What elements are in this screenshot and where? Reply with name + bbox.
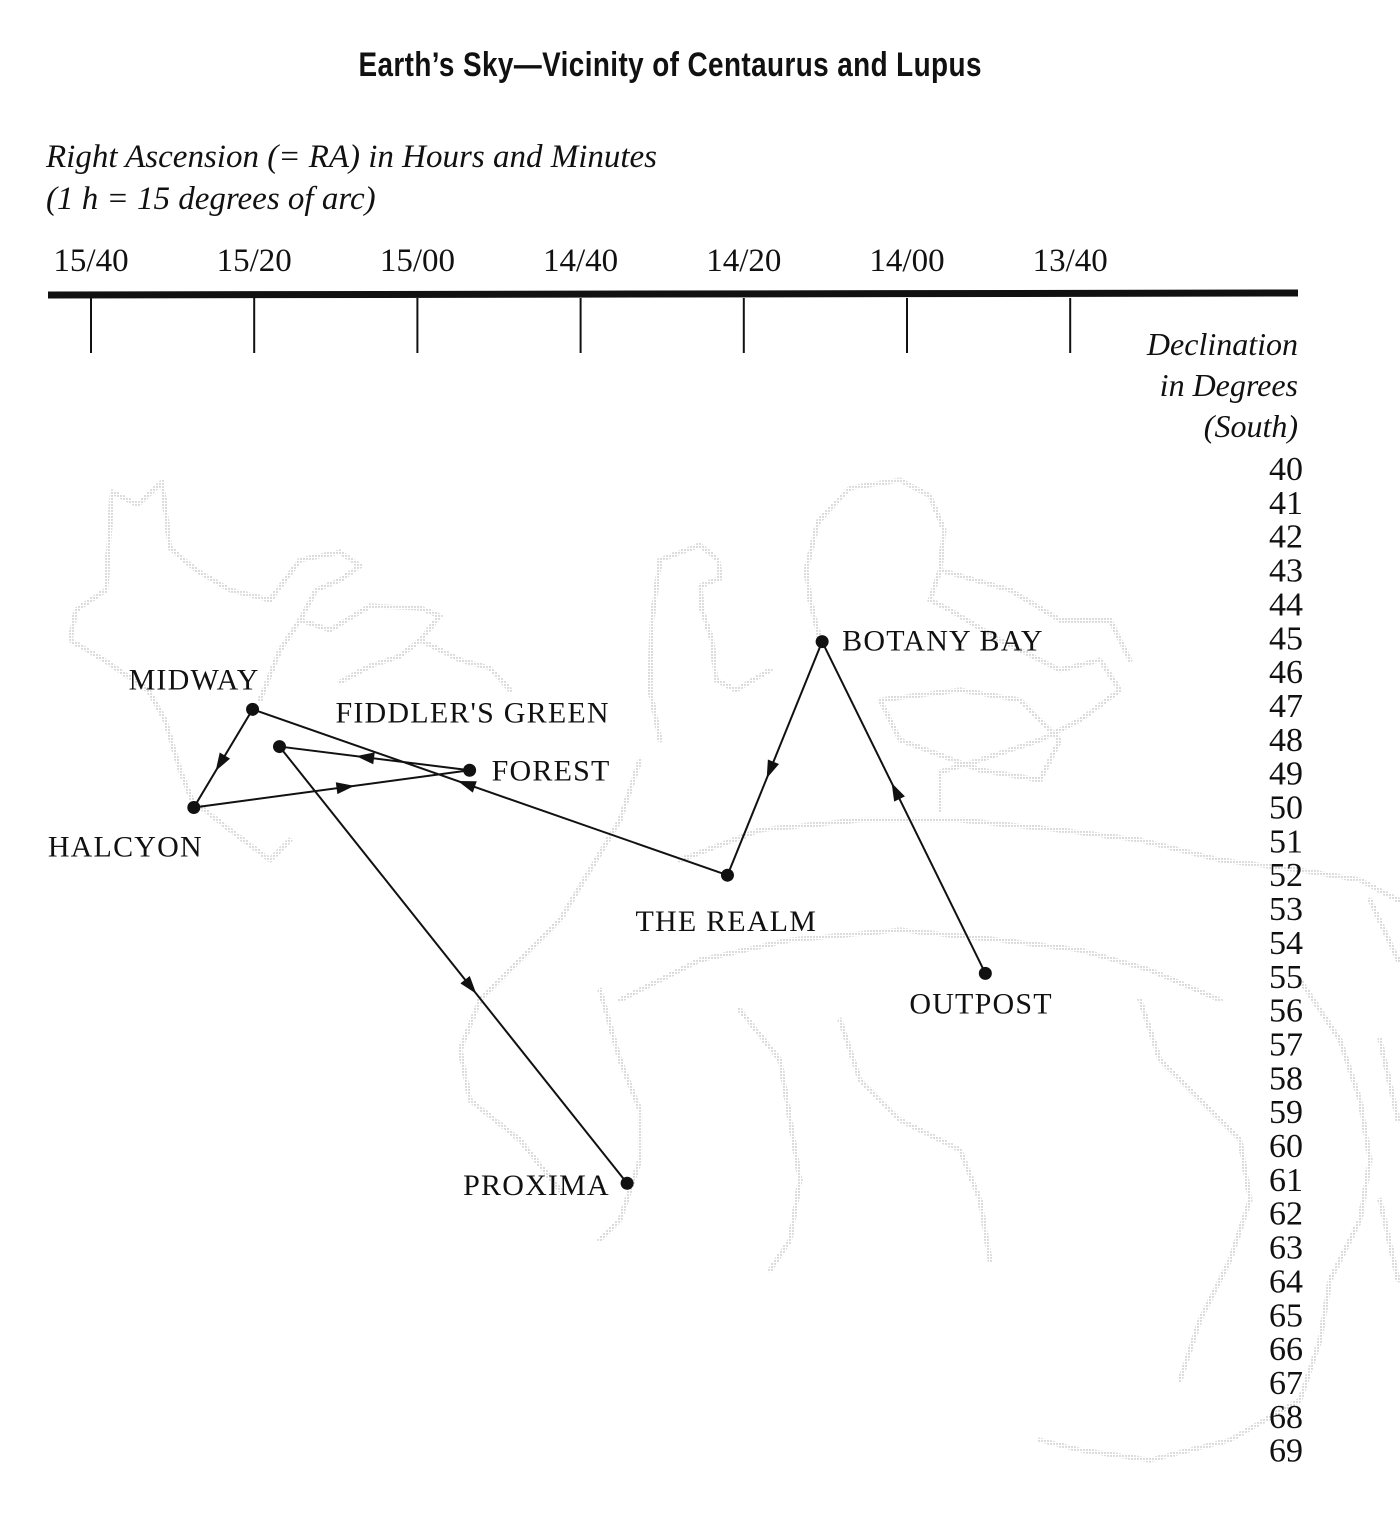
dec-tick-label: 54 xyxy=(1269,924,1303,962)
dec-axis xyxy=(1269,451,1303,1470)
point-label-forest: FOREST xyxy=(491,754,611,788)
dec-tick-label: 62 xyxy=(1269,1195,1303,1233)
point-label-proxima: PROXIMA xyxy=(463,1169,610,1203)
dec-tick-label: 63 xyxy=(1269,1229,1303,1267)
point-label-midway: MIDWAY xyxy=(128,663,260,697)
dec-tick-label: 51 xyxy=(1269,823,1303,861)
ra-tick-label: 14/00 xyxy=(869,243,945,279)
ra-tick-label: 15/40 xyxy=(53,243,129,279)
dec-tick-label: 55 xyxy=(1269,958,1303,996)
point-midway xyxy=(246,703,259,716)
ra-tick-label: 14/40 xyxy=(543,243,619,279)
point-fiddler-s-green xyxy=(273,740,286,753)
dec-axis-label-line2: in Degrees xyxy=(1159,367,1298,403)
route-segment xyxy=(727,642,822,876)
route-segment xyxy=(194,770,470,807)
route-arrow-icon xyxy=(892,783,905,802)
point-label-botany-bay: BOTANY BAY xyxy=(842,624,1044,658)
dec-tick-label: 50 xyxy=(1269,789,1303,827)
dec-tick-label: 66 xyxy=(1269,1331,1303,1369)
dec-tick-label: 45 xyxy=(1269,620,1303,658)
dec-tick-label: 53 xyxy=(1269,891,1303,929)
point-label-halcyon: HALCYON xyxy=(47,830,203,864)
dec-tick-label: 49 xyxy=(1269,755,1303,793)
point-botany-bay xyxy=(816,635,829,648)
dec-tick-label: 68 xyxy=(1269,1398,1303,1436)
route-arrow-icon xyxy=(336,782,355,794)
dec-tick-label: 59 xyxy=(1269,1094,1303,1132)
ra-tick-label: 14/20 xyxy=(706,243,782,279)
ra-axis-line xyxy=(48,293,1298,295)
route-segment xyxy=(253,709,728,875)
dec-tick-label: 52 xyxy=(1269,857,1303,895)
dec-axis-label-line1: Declination xyxy=(1146,326,1298,362)
dec-tick-label: 67 xyxy=(1269,1364,1303,1402)
dec-tick-label: 60 xyxy=(1269,1128,1303,1165)
dec-tick-label: 41 xyxy=(1269,484,1303,522)
point-label-outpost: OUTPOST xyxy=(909,987,1053,1021)
dec-tick-label: 61 xyxy=(1269,1161,1303,1199)
dec-tick-label: 47 xyxy=(1269,687,1303,725)
dec-tick-label: 65 xyxy=(1269,1297,1303,1335)
ra-tick-label: 13/40 xyxy=(1032,243,1108,279)
dec-tick-label: 56 xyxy=(1269,992,1303,1030)
route-arrow-icon xyxy=(216,753,230,772)
dec-tick-label: 69 xyxy=(1269,1432,1303,1470)
dec-tick-label: 57 xyxy=(1269,1026,1303,1064)
point-proxima xyxy=(621,1177,634,1190)
points xyxy=(48,625,1053,1203)
route-arrow-icon xyxy=(356,752,375,764)
route-arrow-icon xyxy=(767,760,779,779)
ra-axis xyxy=(48,243,1298,353)
dec-axis-label-line3: (South) xyxy=(1203,408,1298,444)
route-arrow-icon xyxy=(458,781,477,793)
point-halcyon xyxy=(187,801,200,814)
dec-tick-label: 43 xyxy=(1269,552,1303,590)
dec-tick-label: 48 xyxy=(1269,721,1303,759)
ra-tick-label: 15/20 xyxy=(216,243,292,279)
ra-axis-label-line2: (1 h = 15 degrees of arc) xyxy=(46,181,376,217)
ra-tick-label: 15/00 xyxy=(379,243,455,279)
point-the-realm xyxy=(721,869,734,882)
route-segment xyxy=(279,747,469,771)
dec-tick-label: 58 xyxy=(1269,1060,1303,1098)
route-segment xyxy=(279,747,627,1184)
dec-tick-label: 64 xyxy=(1269,1263,1303,1301)
point-label-the-realm: THE REALM xyxy=(635,905,818,939)
ra-axis-label-line1: Right Ascension (= RA) in Hours and Minutes xyxy=(46,139,658,175)
dec-tick-label: 44 xyxy=(1269,586,1303,624)
point-outpost xyxy=(979,967,992,980)
point-label-fiddler-s-green: FIDDLER'S GREEN xyxy=(335,696,610,730)
route-arrow-icon xyxy=(460,976,476,994)
dec-tick-label: 42 xyxy=(1269,518,1303,556)
centaur-constellation-figure xyxy=(70,480,1398,1460)
dec-tick-label: 46 xyxy=(1269,654,1303,692)
point-forest xyxy=(463,764,476,777)
map-title: Earth’s Sky—Vicinity of Centaurus and Lupus xyxy=(358,46,982,84)
dec-tick-label: 40 xyxy=(1269,451,1303,488)
